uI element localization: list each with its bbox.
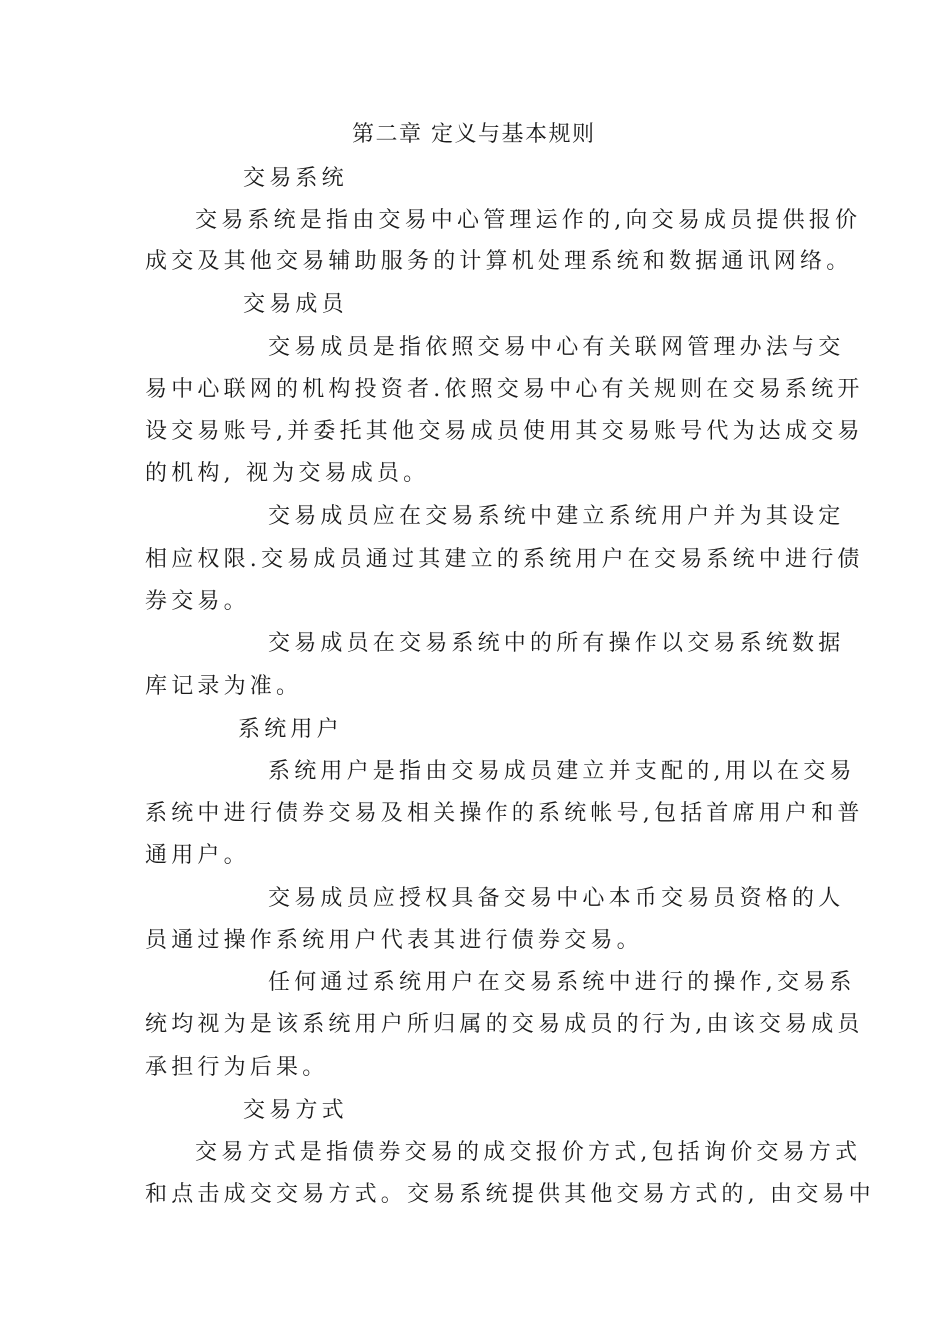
chapter-title: 第二章 定义与基本规则 <box>352 122 596 147</box>
paragraph-line: 员通过操作系统用户代表其进行债券交易。 <box>145 928 643 953</box>
section-heading: 交易方式 <box>243 1098 348 1123</box>
paragraph-line: 和点击成交交易方式。交易系统提供其他交易方式的, 由交易中 <box>145 1182 875 1207</box>
paragraph-line: 通用户。 <box>145 843 250 868</box>
paragraph-line: 交易系统是指由交易中心管理运作的,向交易成员提供报价 <box>195 208 862 233</box>
paragraph-line: 设交易账号,并委托其他交易成员使用其交易账号代为达成交易 <box>145 419 864 444</box>
paragraph-line: 交易成员是指依照交易中心有关联网管理办法与交 <box>268 335 845 360</box>
paragraph-line: 相应权限.交易成员通过其建立的系统用户在交易系统中进行债 <box>145 547 864 572</box>
paragraph-line: 交易成员应授权具备交易中心本币交易员资格的人 <box>268 886 845 911</box>
paragraph-line: 任何通过系统用户在交易系统中进行的操作,交易系 <box>268 970 856 995</box>
section-heading: 交易成员 <box>243 292 348 317</box>
paragraph-line: 库记录为准。 <box>145 674 303 699</box>
paragraph-line: 统均视为是该系统用户所归属的交易成员的行为,由该交易成员 <box>145 1012 864 1037</box>
paragraph-line: 易中心联网的机构投资者.依照交易中心有关规则在交易系统开 <box>145 377 864 402</box>
section-heading: 系统用户 <box>238 717 343 742</box>
paragraph-line: 成交及其他交易辅助服务的计算机处理系统和数据通讯网络。 <box>145 249 853 274</box>
section-heading: 交易系统 <box>243 166 348 191</box>
paragraph-line: 交易成员应在交易系统中建立系统用户并为其设定 <box>268 504 845 529</box>
paragraph-line: 系统用户是指由交易成员建立并支配的,用以在交易 <box>268 759 856 784</box>
paragraph-line: 券交易。 <box>145 589 250 614</box>
paragraph-line: 系统中进行债券交易及相关操作的系统帐号,包括首席用户和普 <box>145 801 864 826</box>
paragraph-line: 承担行为后果。 <box>145 1055 329 1080</box>
paragraph-line: 的机构, 视为交易成员。 <box>145 461 430 486</box>
paragraph-line: 交易成员在交易系统中的所有操作以交易系统数据 <box>268 631 845 656</box>
paragraph-line: 交易方式是指债券交易的成交报价方式,包括询价交易方式 <box>195 1140 862 1165</box>
